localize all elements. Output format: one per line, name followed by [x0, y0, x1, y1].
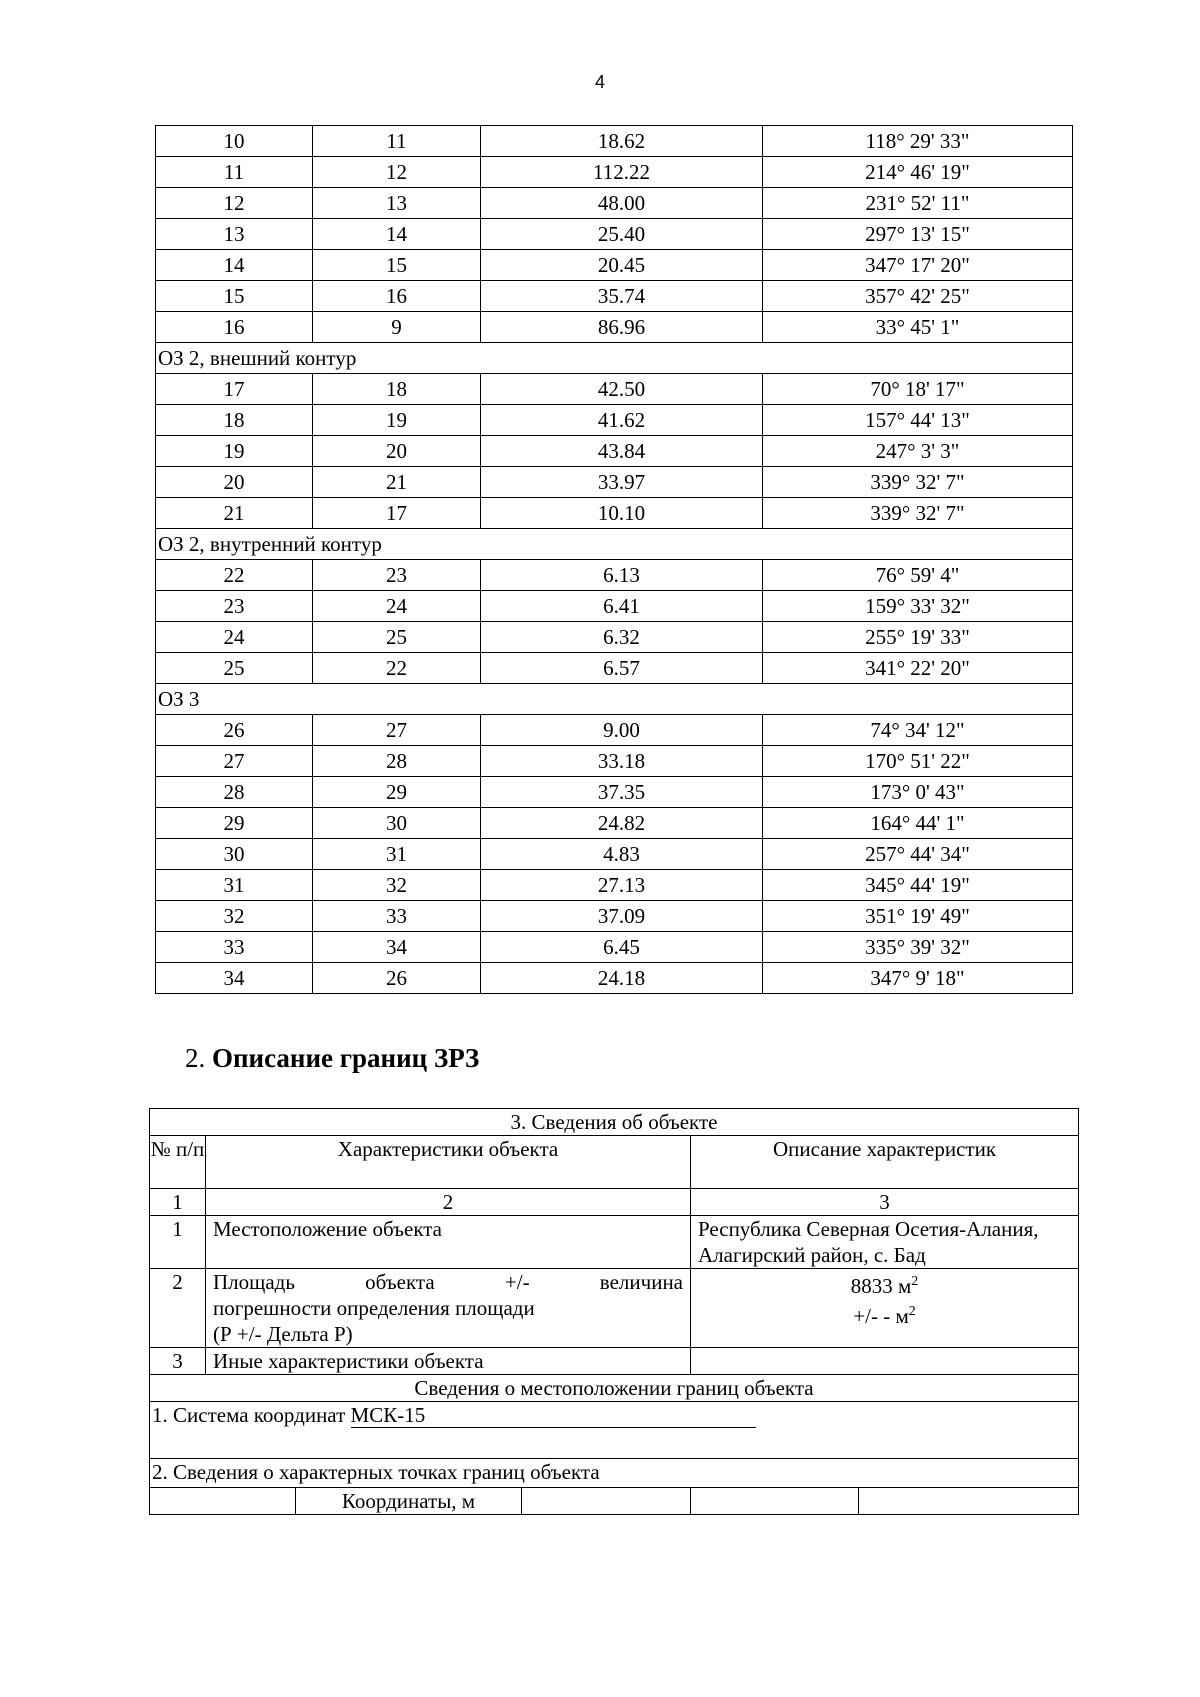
point-from: 13	[156, 219, 313, 250]
index-3: 3	[691, 1189, 1079, 1216]
point-from: 29	[156, 808, 313, 839]
table-row	[156, 374, 1073, 405]
location-label: Местоположение объекта	[206, 1216, 691, 1269]
point-to: 30	[313, 808, 481, 839]
section-row	[156, 343, 1073, 374]
point-from: 26	[156, 715, 313, 746]
point-from: 31	[156, 870, 313, 901]
point-to: 31	[313, 839, 481, 870]
distance: 33.18	[481, 746, 763, 777]
point-to: 14	[313, 219, 481, 250]
table-row	[156, 281, 1073, 312]
table-row	[156, 622, 1073, 653]
section-heading	[185, 1043, 479, 1074]
distance: 37.09	[481, 901, 763, 932]
distance: 86.96	[481, 312, 763, 343]
coords-header-row	[150, 1488, 1079, 1515]
error-line	[698, 1299, 1071, 1329]
area-label-line: (Р +/- Дельта Р)	[213, 1322, 353, 1346]
table-row	[156, 808, 1073, 839]
distance: 43.84	[481, 436, 763, 467]
direction-angle: 118° 29' 33"	[763, 126, 1073, 157]
point-from: 17	[156, 374, 313, 405]
point-from: 18	[156, 405, 313, 436]
point-from: 12	[156, 188, 313, 219]
point-to: 11	[313, 126, 481, 157]
direction-angle: 347° 9' 18"	[763, 963, 1073, 994]
point-from: 24	[156, 622, 313, 653]
point-from: 20	[156, 467, 313, 498]
coord-system-label: 1. Система координат	[152, 1403, 346, 1427]
point-from: 28	[156, 777, 313, 808]
distance: 6.32	[481, 622, 763, 653]
direction-angle: 157° 44' 13"	[763, 405, 1073, 436]
distance: 33.97	[481, 467, 763, 498]
distance: 6.45	[481, 932, 763, 963]
point-from: 32	[156, 901, 313, 932]
distance: 25.40	[481, 219, 763, 250]
header-no: № п/п	[150, 1136, 206, 1189]
direction-angle: 339° 32' 7"	[763, 467, 1073, 498]
location-row	[150, 1216, 1079, 1269]
direction-angle: 170° 51' 22"	[763, 746, 1073, 777]
section-title: ОЗ 2, внутренний контур	[156, 529, 1073, 560]
table-row	[156, 436, 1073, 467]
header-characteristics: Характеристики объекта	[206, 1136, 691, 1189]
direction-angle: 351° 19' 49"	[763, 901, 1073, 932]
error-unit-exponent: 2	[908, 1304, 916, 1319]
point-from: 30	[156, 839, 313, 870]
table-row	[156, 932, 1073, 963]
point-to: 22	[313, 653, 481, 684]
points-heading-row	[150, 1459, 1079, 1488]
coord-system-cell	[150, 1402, 1079, 1459]
point-to: 13	[313, 188, 481, 219]
point-from: 25	[156, 653, 313, 684]
point-from: 15	[156, 281, 313, 312]
row-number: 3	[150, 1348, 206, 1375]
table-row	[156, 715, 1073, 746]
table-row	[156, 126, 1073, 157]
location-value: Республика Северная Осетия-Алания, Алагирский район, с. Бад	[691, 1216, 1079, 1269]
direction-angle: 341° 22' 20"	[763, 653, 1073, 684]
direction-angle: 339° 32' 7"	[763, 498, 1073, 529]
distance: 6.41	[481, 591, 763, 622]
point-from: 27	[156, 746, 313, 777]
table-row	[156, 839, 1073, 870]
point-from: 23	[156, 591, 313, 622]
point-to: 33	[313, 901, 481, 932]
distance: 6.57	[481, 653, 763, 684]
distance: 20.45	[481, 250, 763, 281]
row-number: 2	[150, 1269, 206, 1348]
other-label: Иные характеристики объекта	[206, 1348, 691, 1375]
direction-angle: 345° 44' 19"	[763, 870, 1073, 901]
table-row	[156, 746, 1073, 777]
area-row	[150, 1269, 1079, 1348]
distance: 10.10	[481, 498, 763, 529]
distance: 35.74	[481, 281, 763, 312]
coord-system-row	[150, 1402, 1079, 1459]
area-label-line: Площадь объекта +/- величина	[213, 1270, 683, 1294]
coords-empty-cell	[859, 1488, 1079, 1515]
point-to: 21	[313, 467, 481, 498]
point-to: 28	[313, 746, 481, 777]
area-unit-exponent: 2	[911, 1274, 919, 1289]
point-from: 21	[156, 498, 313, 529]
coords-label: Координаты, м	[296, 1488, 522, 1515]
index-2: 2	[206, 1189, 691, 1216]
distance: 42.50	[481, 374, 763, 405]
table-row	[156, 405, 1073, 436]
point-to: 32	[313, 870, 481, 901]
point-to: 23	[313, 560, 481, 591]
direction-angle: 257° 44' 34"	[763, 839, 1073, 870]
section-title: ОЗ 3	[156, 684, 1073, 715]
distance: 37.35	[481, 777, 763, 808]
direction-angle: 347° 17' 20"	[763, 250, 1073, 281]
point-from: 10	[156, 126, 313, 157]
table-row	[156, 219, 1073, 250]
boundary-segments-table	[155, 125, 1073, 994]
table-row	[156, 870, 1073, 901]
table-row	[156, 777, 1073, 808]
distance: 112.22	[481, 157, 763, 188]
coords-empty-cell	[522, 1488, 691, 1515]
header-description: Описание характеристик	[691, 1136, 1079, 1189]
table-row	[156, 188, 1073, 219]
point-to: 29	[313, 777, 481, 808]
location-heading: Сведения о местоположении границ объекта	[150, 1375, 1079, 1402]
direction-angle: 214° 46' 19"	[763, 157, 1073, 188]
area-error: +/- - м	[853, 1304, 909, 1328]
distance: 6.13	[481, 560, 763, 591]
point-to: 15	[313, 250, 481, 281]
direction-angle: 335° 39' 32"	[763, 932, 1073, 963]
section-row	[156, 684, 1073, 715]
direction-angle: 231° 52' 11"	[763, 188, 1073, 219]
direction-angle: 74° 34' 12"	[763, 715, 1073, 746]
area-label	[206, 1269, 691, 1348]
point-to: 34	[313, 932, 481, 963]
direction-angle: 297° 13' 15"	[763, 219, 1073, 250]
direction-angle: 164° 44' 1"	[763, 808, 1073, 839]
row-number: 1	[150, 1216, 206, 1269]
object-info-title-row	[150, 1109, 1079, 1136]
point-from: 16	[156, 312, 313, 343]
section-title: Описание границ ЗРЗ	[212, 1043, 480, 1073]
table-row	[156, 591, 1073, 622]
point-from: 11	[156, 157, 313, 188]
point-from: 19	[156, 436, 313, 467]
direction-angle: 247° 3' 3"	[763, 436, 1073, 467]
index-row	[150, 1189, 1079, 1216]
other-value	[691, 1348, 1079, 1375]
area-number: 8833 м	[850, 1274, 912, 1298]
area-value	[691, 1269, 1079, 1348]
object-info-title: 3. Сведения об объекте	[150, 1109, 1079, 1136]
point-to: 16	[313, 281, 481, 312]
point-from: 33	[156, 932, 313, 963]
distance: 24.18	[481, 963, 763, 994]
header-row	[150, 1136, 1079, 1189]
section-row	[156, 529, 1073, 560]
table-row	[156, 467, 1073, 498]
page-number: 4	[594, 72, 605, 92]
object-info-table	[149, 1108, 1079, 1515]
table-row	[156, 157, 1073, 188]
distance: 41.62	[481, 405, 763, 436]
table-row	[156, 901, 1073, 932]
location-heading-row	[150, 1375, 1079, 1402]
table-row	[156, 653, 1073, 684]
table-row	[156, 312, 1073, 343]
distance: 4.83	[481, 839, 763, 870]
point-to: 19	[313, 405, 481, 436]
distance: 24.82	[481, 808, 763, 839]
point-to: 18	[313, 374, 481, 405]
distance: 9.00	[481, 715, 763, 746]
point-to: 12	[313, 157, 481, 188]
table-row	[156, 250, 1073, 281]
distance: 18.62	[481, 126, 763, 157]
section-number: 2.	[185, 1043, 206, 1073]
direction-angle: 173° 0' 43"	[763, 777, 1073, 808]
distance: 27.13	[481, 870, 763, 901]
distance: 48.00	[481, 188, 763, 219]
point-to: 24	[313, 591, 481, 622]
direction-angle: 159° 33' 32"	[763, 591, 1073, 622]
direction-angle: 70° 18' 17"	[763, 374, 1073, 405]
table-row	[156, 963, 1073, 994]
table-row	[156, 560, 1073, 591]
section-title: ОЗ 2, внешний контур	[156, 343, 1073, 374]
point-from: 22	[156, 560, 313, 591]
points-heading: 2. Сведения о характерных точках границ объекта	[150, 1459, 1079, 1488]
point-to: 26	[313, 963, 481, 994]
point-to: 27	[313, 715, 481, 746]
index-1: 1	[150, 1189, 206, 1216]
direction-angle: 76° 59' 4"	[763, 560, 1073, 591]
point-to: 17	[313, 498, 481, 529]
direction-angle: 357° 42' 25"	[763, 281, 1073, 312]
point-from: 34	[156, 963, 313, 994]
point-from: 14	[156, 250, 313, 281]
area-line	[698, 1269, 1071, 1299]
coords-empty-cell	[691, 1488, 859, 1515]
area-label-line: погрешности определения площади	[213, 1296, 535, 1320]
coords-empty-cell	[150, 1488, 296, 1515]
table-row	[156, 498, 1073, 529]
direction-angle: 255° 19' 33"	[763, 622, 1073, 653]
point-to: 25	[313, 622, 481, 653]
coord-system-value: МСК-15	[351, 1403, 756, 1428]
direction-angle: 33° 45' 1"	[763, 312, 1073, 343]
point-to: 9	[313, 312, 481, 343]
other-row	[150, 1348, 1079, 1375]
point-to: 20	[313, 436, 481, 467]
